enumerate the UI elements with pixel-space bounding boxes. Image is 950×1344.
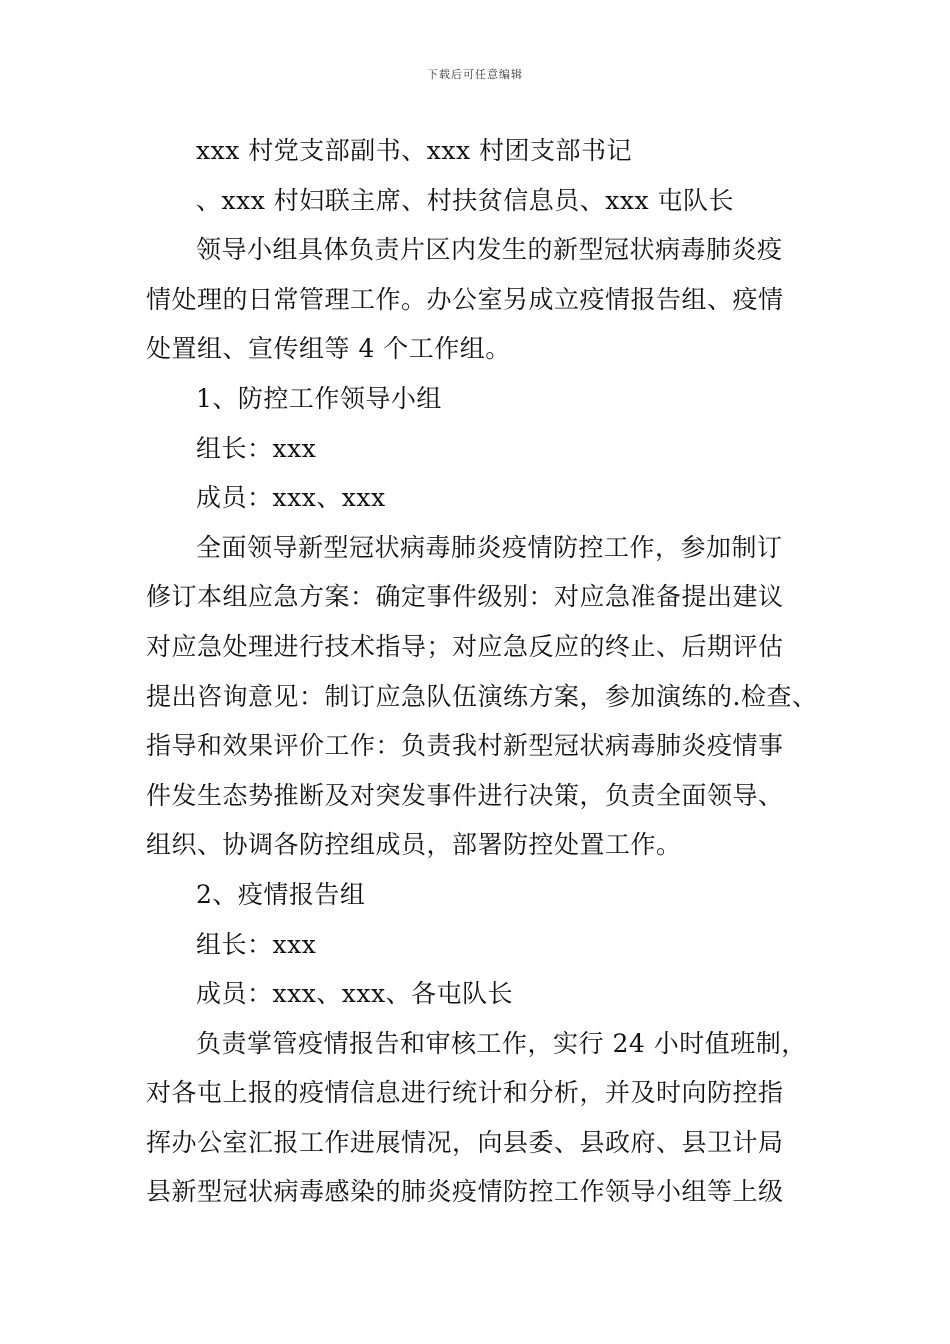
text-line: 修订本组应急方案：确定事件级别：对应急准备提出建议 <box>146 582 784 612</box>
section-heading: 1、防控工作领导小组 <box>196 383 442 413</box>
text-line: 领导小组具体负责片区内发生的新型冠状病毒肺炎疫 <box>196 235 783 265</box>
text-line: 指导和效果评价工作：负责我村新型冠状病毒肺炎疫情事 <box>146 731 784 761</box>
text-line: 对应急处理进行技术指导；对应急反应的终止、后期评估 <box>146 631 784 661</box>
text-line: xxx 村党支部副书、xxx 村团支部书记 <box>196 136 632 165</box>
text-line: 组织、协调各防控组成员，部署防控处置工作。 <box>146 830 682 860</box>
text-line: 成员：xxx、xxx <box>196 483 386 513</box>
text-line: 组长：xxx <box>196 433 317 463</box>
text-line: 全面领导新型冠状病毒肺炎疫情防控工作，参加制订 <box>196 532 783 562</box>
text-line: 处置组、宣传组等 4 个工作组。 <box>146 334 511 364</box>
document-body <box>146 126 818 1217</box>
download-note: 下载后可任意编辑 <box>427 68 523 81</box>
text-line: 件发生态势推断及对突发事件进行决策，负责全面领导、 <box>146 780 784 810</box>
section-heading: 2、疫情报告组 <box>196 879 366 909</box>
text-line: 组长：xxx <box>196 929 317 959</box>
text-line: 负责掌管疫情报告和审核工作，实行 24 小时值班制， <box>196 1028 807 1058</box>
text-line: 情处理的日常管理工作。办公室另成立疫情报告组、疫情 <box>146 284 784 314</box>
text-line: 对各屯上报的疫情信息进行统计和分析，并及时向防控指 <box>146 1078 784 1108</box>
text-line: 提出咨询意见：制订应急队伍演练方案，参加演练的.检查、 <box>146 681 818 711</box>
text-line: 挥办公室汇报工作进展情况，向县委、县政府、县卫计局 <box>146 1127 784 1157</box>
text-line: 、xxx 村妇联主席、村扶贫信息员、xxx 屯队长 <box>196 185 734 215</box>
text-line: 县新型冠状病毒感染的肺炎疫情防控工作领导小组等上级 <box>146 1177 784 1207</box>
text-line: 成员：xxx、xxx、各屯队长 <box>196 979 514 1009</box>
